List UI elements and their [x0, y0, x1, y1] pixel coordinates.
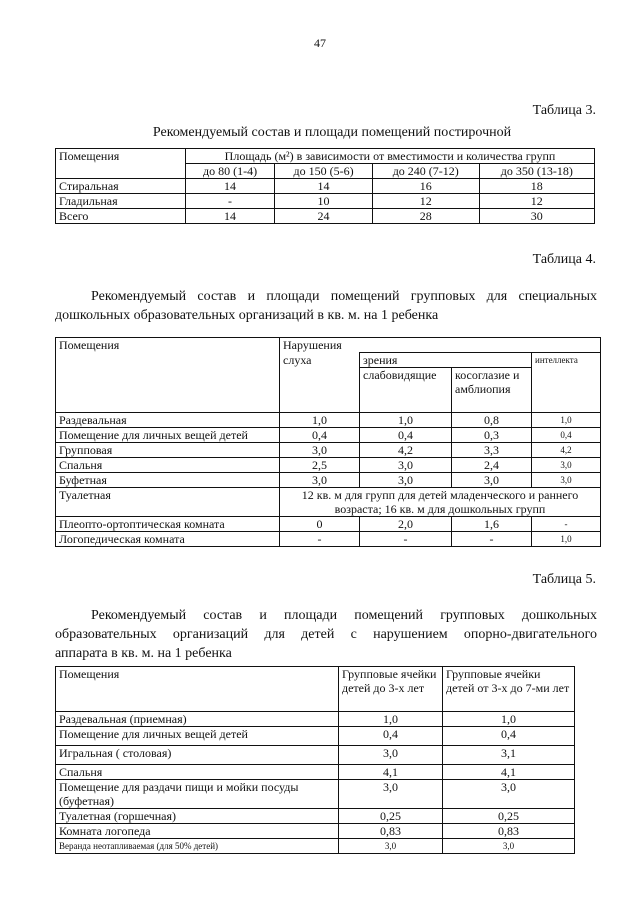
- row-name: Туалетная (горшечная): [56, 809, 339, 824]
- row-name: Помещение для раздачи пищи и мойки посуды (буфетная): [56, 780, 339, 809]
- table-row: [56, 839, 575, 854]
- cell: -: [452, 532, 532, 547]
- cell: 0,4: [360, 428, 452, 443]
- table-row: [56, 209, 595, 224]
- table5-head-col2: Групповые ячейки детей от 3-х до 7-ми лет: [443, 667, 575, 712]
- cell: 0,83: [339, 824, 443, 839]
- table4-head-weak: слабовидящие: [360, 368, 452, 413]
- row-name: Игральная ( столовая): [56, 746, 339, 765]
- cell: 0,4: [339, 727, 443, 746]
- table5-head-col1: Групповые ячейки детей до 3-х лет: [339, 667, 443, 712]
- cell: 1,0: [443, 712, 575, 727]
- row-name: Всего: [56, 209, 186, 224]
- page-number: 47: [314, 36, 326, 50]
- table-row: [56, 517, 601, 532]
- cell: 4,2: [360, 443, 452, 458]
- row-name: Плеопто-ортоптическая комната: [56, 517, 280, 532]
- row-name: Буфетная: [56, 473, 280, 488]
- row-name: Туалетная: [56, 488, 280, 517]
- cell: 0,4: [280, 428, 360, 443]
- table3-col: до 240 (7-12): [372, 164, 479, 179]
- cell: 1,0: [532, 413, 601, 428]
- table4-title-line2: дошкольных образовательных организаций в кв. м. на 1 ребенка: [55, 308, 439, 323]
- table-row: [56, 413, 601, 428]
- table3: [55, 148, 595, 224]
- table-row: [56, 194, 595, 209]
- table3-head-area: Площадь (м²) в зависимости от вместимости и количества групп: [186, 149, 595, 164]
- cell: -: [532, 517, 601, 532]
- table3-head-rooms: Помещения: [56, 149, 186, 179]
- row-name: Комната логопеда: [56, 824, 339, 839]
- table-row: [56, 809, 575, 824]
- cell: 2,4: [452, 458, 532, 473]
- cell: 0,4: [532, 428, 601, 443]
- table-row: [56, 712, 575, 727]
- table3-label: Таблица 3.: [532, 103, 596, 118]
- cell: 1,0: [280, 413, 360, 428]
- table3-col: до 150 (5-6): [275, 164, 373, 179]
- row-name: Раздевальная: [56, 413, 280, 428]
- cell: 12: [479, 194, 594, 209]
- row-name: Спальня: [56, 458, 280, 473]
- table3-col: до 80 (1-4): [186, 164, 275, 179]
- cell: 0,4: [443, 727, 575, 746]
- cell: 4,1: [443, 765, 575, 780]
- cell: 3,0: [443, 780, 575, 809]
- table-row: [56, 727, 575, 746]
- cell: 14: [275, 179, 373, 194]
- table-row: [56, 780, 575, 809]
- table-row: [56, 473, 601, 488]
- cell: 0,3: [452, 428, 532, 443]
- table4-head-hearing: слуха: [280, 353, 360, 413]
- cell: -: [186, 194, 275, 209]
- cell: 3,0: [452, 473, 532, 488]
- cell: 28: [372, 209, 479, 224]
- cell: 4,1: [339, 765, 443, 780]
- table-row: [56, 428, 601, 443]
- cell: 0,8: [452, 413, 532, 428]
- table3-col: до 350 (13-18): [479, 164, 594, 179]
- cell: 16: [372, 179, 479, 194]
- cell: 3,0: [339, 746, 443, 765]
- row-name: Помещение для личных вещей детей: [56, 428, 280, 443]
- table4-head-vision: зрения: [360, 353, 532, 368]
- table-row: [56, 179, 595, 194]
- table5-label: Таблица 5.: [532, 572, 596, 587]
- table-row: [56, 458, 601, 473]
- row-name: Спальня: [56, 765, 339, 780]
- cell: 3,1: [443, 746, 575, 765]
- cell: 4,2: [532, 443, 601, 458]
- cell: 2,0: [360, 517, 452, 532]
- table-row: [56, 765, 575, 780]
- table-row: [56, 443, 601, 458]
- table5-title-line2: образовательных организаций для детей с нарушением опорно-двигательного: [55, 627, 597, 642]
- table5-title-line1: Рекомендуемый состав и площади помещений групповых дошкольных: [91, 608, 597, 623]
- cell: 3,0: [360, 458, 452, 473]
- table4-head-disorders: Нарушения: [280, 338, 601, 353]
- cell: 0: [280, 517, 360, 532]
- cell: 3,0: [443, 839, 575, 854]
- row-name: Веранда неотапливаемая (для 50% детей): [56, 839, 339, 854]
- cell: 3,0: [532, 473, 601, 488]
- cell: 10: [275, 194, 373, 209]
- toilet-note: 12 кв. м для групп для детей младенческого и раннего возраста; 16 кв. м для дошкольных групп: [280, 488, 601, 517]
- table-row: [56, 824, 575, 839]
- cell: 3,0: [280, 473, 360, 488]
- cell: 14: [186, 209, 275, 224]
- cell: -: [280, 532, 360, 547]
- cell: 2,5: [280, 458, 360, 473]
- table4-label: Таблица 4.: [532, 252, 596, 267]
- table-row: [56, 746, 575, 765]
- table3-title: Рекомендуемый состав и площади помещений постирочной: [152, 125, 512, 140]
- cell: 3,0: [339, 839, 443, 854]
- table4-head-rooms: Помещения: [56, 338, 280, 413]
- cell: 3,0: [280, 443, 360, 458]
- cell: 3,3: [452, 443, 532, 458]
- row-name: Гладильная: [56, 194, 186, 209]
- cell: 12: [372, 194, 479, 209]
- cell: 1,0: [360, 413, 452, 428]
- table4: [55, 337, 601, 547]
- cell: 0,25: [339, 809, 443, 824]
- table5-title-line3: аппарата в кв. м. на 1 ребенка: [55, 646, 232, 661]
- table-row: [56, 488, 601, 517]
- cell: 14: [186, 179, 275, 194]
- cell: 1,0: [339, 712, 443, 727]
- cell: 1,0: [532, 532, 601, 547]
- cell: 0,25: [443, 809, 575, 824]
- table-row: [56, 532, 601, 547]
- cell: 1,6: [452, 517, 532, 532]
- cell: 3,0: [360, 473, 452, 488]
- row-name: Стиральная: [56, 179, 186, 194]
- cell: 30: [479, 209, 594, 224]
- table4-title-line1: Рекомендуемый состав и площади помещений групповых для специальных: [91, 289, 597, 304]
- cell: 24: [275, 209, 373, 224]
- cell: -: [360, 532, 452, 547]
- table5: [55, 666, 575, 854]
- cell: 3,0: [339, 780, 443, 809]
- table4-head-intel: интеллекта: [532, 353, 601, 413]
- table5-head-rooms: Помещения: [56, 667, 339, 712]
- cell: 0,83: [443, 824, 575, 839]
- row-name: Помещение для личных вещей детей: [56, 727, 339, 746]
- row-name: Раздевальная (приемная): [56, 712, 339, 727]
- table4-head-strab: косоглазие и амблиопия: [452, 368, 532, 413]
- row-name: Групповая: [56, 443, 280, 458]
- row-name: Логопедическая комната: [56, 532, 280, 547]
- cell: 18: [479, 179, 594, 194]
- cell: 3,0: [532, 458, 601, 473]
